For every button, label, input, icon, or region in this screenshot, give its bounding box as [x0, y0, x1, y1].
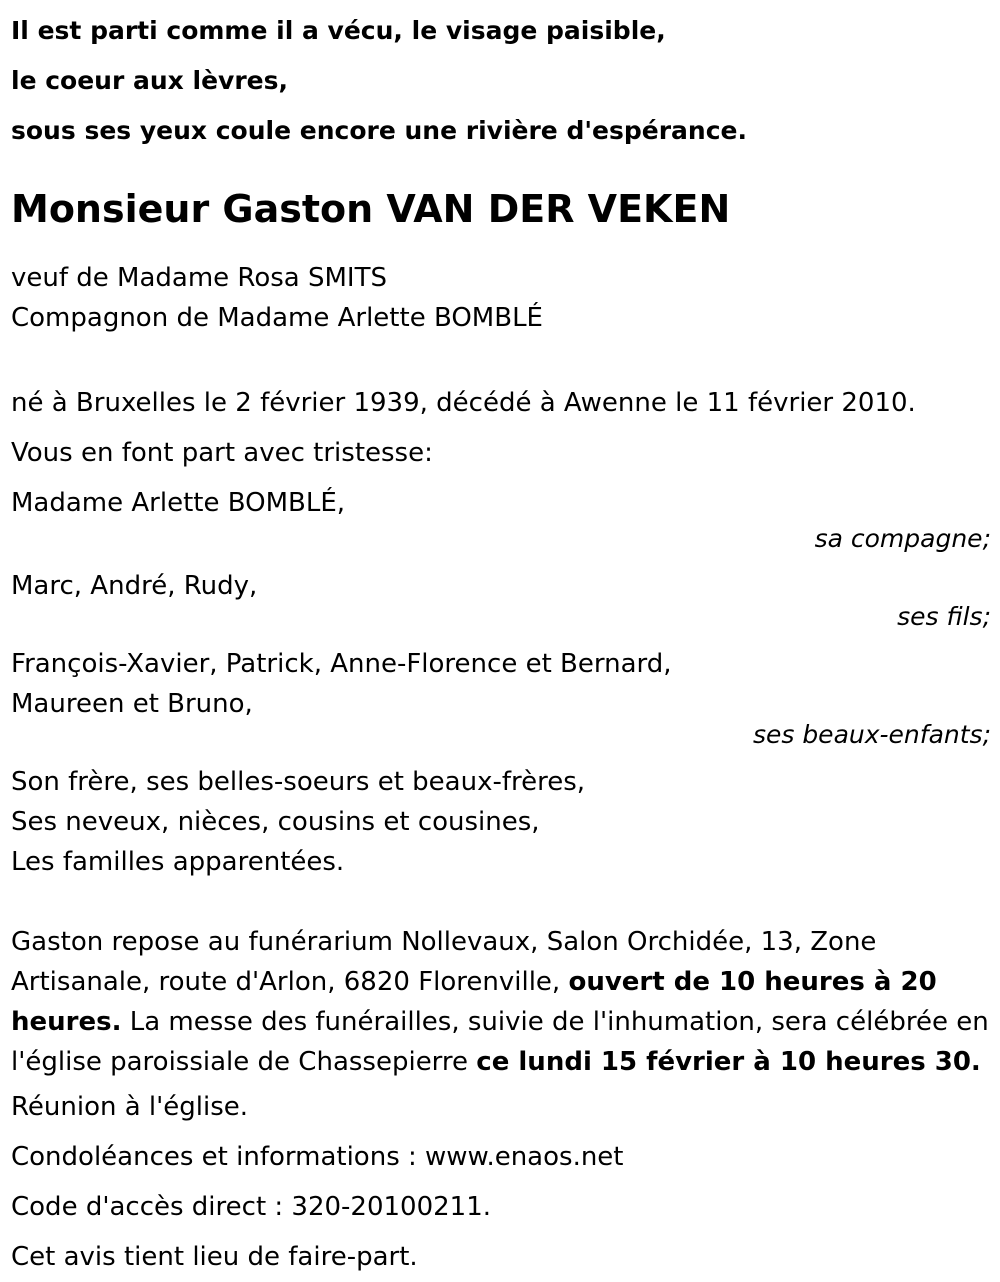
fils-names: Marc, André, Rudy, — [11, 571, 258, 601]
fils-label: ses fils; — [897, 602, 991, 631]
beaux-enfants-label: ses beaux-enfants; — [752, 720, 991, 749]
funeral-location: Gaston repose au funérarium Nollevaux, Salon Orchidée, 13, Zone Artisanale, route d'Arlon, 6820 Florenville, — [11, 927, 877, 997]
birth-death-block — [11, 378, 991, 478]
mass-date: ce lundi 15 février à 10 heures 30. — [476, 1047, 981, 1077]
faire-part-note: Cet avis tient lieu de faire-part. — [11, 1242, 418, 1272]
poem — [11, 6, 991, 156]
compagne-name: Madame Arlette BOMBLÉ, — [11, 488, 346, 518]
beaux-enfants-names: François-Xavier, Patrick, Anne-Florence et Bernard, — [11, 649, 672, 679]
obituary-notice — [11, 6, 991, 1282]
poem-line: sous ses yeux coule encore une rivière d'espérance. — [11, 116, 747, 145]
announce-text: Vous en font part avec tristesse: — [11, 438, 433, 468]
marital-status — [11, 258, 991, 338]
closing-block — [11, 1082, 991, 1282]
poem-line: le coeur aux lèvres, — [11, 66, 288, 95]
companion-of: Compagnon de Madame Arlette BOMBLÉ — [11, 303, 543, 333]
condolences: Condoléances et informations : www.enaos.net — [11, 1142, 624, 1172]
other-relatives: Son frère, ses belles-soeurs et beaux-frères, — [11, 767, 586, 797]
reunion: Réunion à l'église. — [11, 1092, 249, 1122]
birth-death: né à Bruxelles le 2 février 1939, décédé à Awenne le 11 février 2010. — [11, 388, 916, 418]
widow-of: veuf de Madame Rosa SMITS — [11, 263, 387, 293]
visiting-hours: ouvert de 10 heures à 20 heures. — [11, 967, 937, 1037]
poem-line: Il est parti comme il a vécu, le visage paisible, — [11, 16, 666, 45]
family-list — [11, 478, 991, 882]
other-relatives: Ses neveux, nièces, cousins et cousines, — [11, 807, 540, 837]
deceased-name: Monsieur Gaston VAN DER VEKEN — [11, 187, 731, 231]
beaux-enfants-names: Maureen et Bruno, — [11, 689, 253, 719]
other-relatives: Les familles apparentées. — [11, 847, 345, 877]
access-code: Code d'accès direct : 320-20100211. — [11, 1192, 492, 1222]
funeral-details — [11, 922, 991, 1082]
mass-details: La messe des funérailles, suivie de l'inhumation, sera célébrée en l'église paroissiale de Chassepierre — [11, 1007, 989, 1077]
compagne-label: sa compagne; — [814, 524, 991, 553]
